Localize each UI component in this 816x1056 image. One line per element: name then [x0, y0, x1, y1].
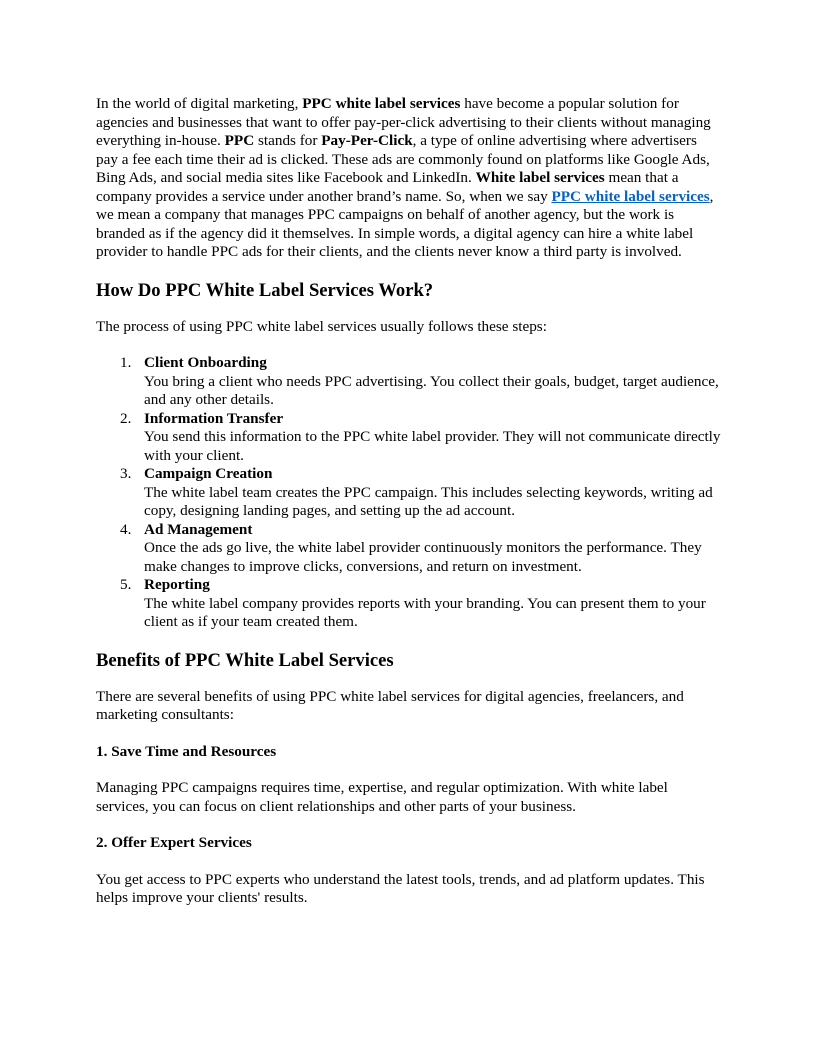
intro-bold-4: White label services: [475, 169, 605, 186]
step-text: You bring a client who needs PPC advertising. You collect their goals, budget, target audience, and any other details.: [144, 372, 719, 408]
intro-text-2: have become a popular solution for agencies and businesses that want to offer pay-per-click advertising to their clients without managing everything in-house.: [96, 95, 711, 149]
step-title: Information Transfer: [144, 409, 284, 427]
step-title: Client Onboarding: [144, 354, 267, 371]
step-text: The white label team creates the PPC campaign. This includes selecting keywords, writing ad copy, designing landing pages, and setting up the ad account.: [144, 483, 713, 519]
intro-text-1: In the world of digital marketing,: [96, 95, 303, 112]
intro-bold-1: PPC white label services: [302, 95, 461, 112]
intro-bold-2: PPC: [224, 132, 255, 149]
intro-text-4: , a type of online advertising where advertisers pay a fee each time their ad is clicked. These ads are commonly found on platforms like Google Ads, Bing Ads, and social media sites like Facebook and LinkedIn.: [96, 132, 710, 186]
list-number: 5.: [120, 576, 132, 593]
benefit-heading-expert-services: 2. Offer Expert Services: [96, 834, 252, 851]
list-item: [96, 465, 721, 521]
intro-text-5: mean that a company provides a service under another brand’s name. So, when we say: [96, 169, 679, 205]
step-text: Once the ads go live, the white label provider continuously monitors the performance. They make changes to improve clicks, conversions, and return on investment.: [144, 539, 702, 575]
section-heading-how-it-works: How Do PPC White Label Services Work?: [96, 279, 434, 301]
list-item: [96, 410, 721, 466]
section-heading-benefits: Benefits of PPC White Label Services: [96, 649, 394, 671]
list-number: 3.: [120, 465, 132, 482]
intro-paragraph: [96, 95, 721, 262]
list-number: 2.: [120, 409, 132, 427]
step-text: The white label company provides reports with your branding. You can present them to your client as if your team created them.: [144, 594, 706, 630]
list-item: [96, 354, 721, 410]
list-number: 1.: [120, 354, 132, 371]
document-page: [96, 95, 721, 926]
benefit-heading-save-time: 1. Save Time and Resources: [96, 742, 277, 760]
step-title: Campaign Creation: [144, 465, 273, 482]
section-lead-benefits: There are several benefits of using PPC white label services for digital agencies, freelancers, and marketing consultants:: [96, 687, 684, 723]
section-lead-how-it-works: The process of using PPC white label services usually follows these steps:: [96, 317, 547, 335]
step-title: Ad Management: [144, 520, 253, 538]
intro-text-3: stands for: [254, 132, 322, 149]
benefit-text-save-time: Managing PPC campaigns requires time, expertise, and regular optimization. With white label services, you can focus on client relationships and other parts of your business.: [96, 779, 668, 815]
step-title: Reporting: [144, 576, 210, 593]
intro-bold-3: Pay-Per-Click: [321, 132, 413, 149]
steps-list: [96, 354, 721, 632]
benefit-text-expert-services: You get access to PPC experts who understand the latest tools, trends, and ad platform updates. This helps improve your clients' results.: [96, 870, 705, 906]
intro-text-6: , we mean a company that manages PPC campaigns on behalf of another agency, but the work is branded as if the agency did it themselves. In simple words, a digital agency can hire a white label provider to handle PPC ads for their clients, and the clients never know a third party is involved.: [96, 187, 714, 260]
ppc-white-label-services-link[interactable]: PPC white label services: [551, 187, 710, 205]
list-item: [96, 576, 721, 632]
list-item: [96, 521, 721, 577]
list-number: 4.: [120, 520, 132, 538]
step-text: You send this information to the PPC white label provider. They will not communicate directly with your client.: [144, 428, 721, 464]
